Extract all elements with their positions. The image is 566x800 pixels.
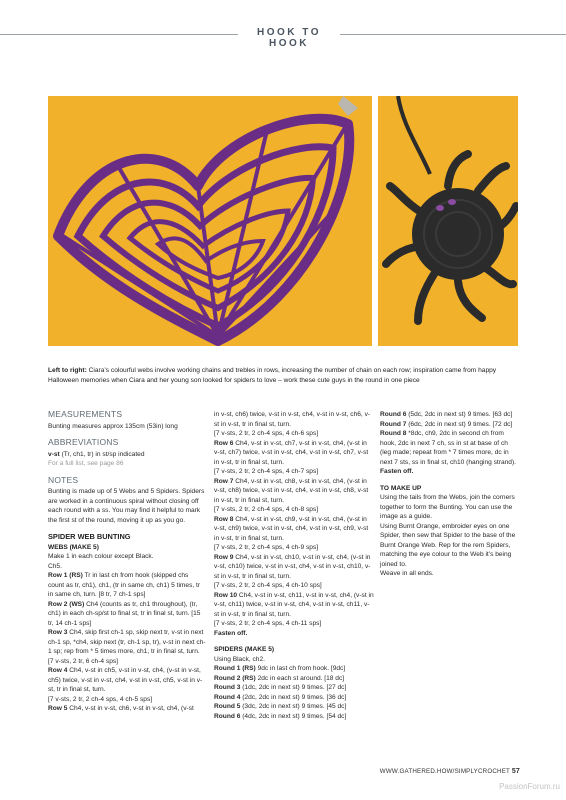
- round-label: Round 5: [214, 703, 241, 710]
- make-up-text-2: Using Burnt Orange, embroider eyes on one Spider, then sew that Spider to the base of the Burnt Orange Web. Rep for the rem Spiders, matching the eye colour to the Web it’s being joined to.: [380, 522, 516, 568]
- measurements-text: Bunting measures approx 135cm (53in) long: [48, 422, 178, 430]
- row-5: [48, 704, 206, 714]
- row-5-count: [7 v-sts, 2 tr, 2 ch-4 sps, 4 ch-6 sps]: [214, 430, 319, 437]
- row-label: Row 4: [48, 667, 68, 674]
- round-text: (6dc, 2dc in next st) 9 times. [72 dc]: [406, 420, 513, 428]
- round-label: Round 6: [214, 712, 241, 720]
- spider-photo: [378, 96, 518, 346]
- row-text: Ch4, skip first ch-1 sp, skip next tr, v-st in next ch-1 sp, *ch4, skip next (tr, ch-1 sp, tr), v-st in next ch-1 sp; rep from * 5 times more, ch1, tr in final st, turn. [7 v-sts, 2 tr, 6 ch-4 sps]: [48, 629, 206, 665]
- row-text: Ch4, v-st in v-st, ch8, v-st in v-st, ch4, (v-st in v-st, ch8) twice, v-st in v-st, ch4, v-st in v-st, ch8, v-st in v-st, tr in final st, turn.: [214, 477, 369, 504]
- spider-illustration: [378, 96, 518, 346]
- row-label: Row 6: [214, 439, 234, 447]
- column-2: [214, 410, 374, 721]
- round-5: [214, 702, 374, 712]
- row-text: Tr in last ch from hook (skipped chs count as tr, ch1), ch1, (tr in same ch, ch1) 5 times, tr in same ch, turn. [8 tr, 7 ch-1 sps]: [48, 572, 201, 598]
- row-7-count: [7 v-sts, 2 tr, 2 ch-4 sps, 4 ch-8 sps]: [214, 506, 319, 513]
- page-number: 57: [511, 768, 520, 775]
- row-label: Row 3: [48, 629, 68, 636]
- round-label: Round 8: [380, 430, 407, 437]
- caption-lead: Left to right:: [48, 367, 87, 374]
- row-label: Row 5: [48, 705, 68, 712]
- row-8-count: [7 v-sts, 2 tr, 2 ch-4 sps, 4 ch-9 sps]: [214, 544, 319, 551]
- round-text: (2dc, 2dc in next st) 9 times. [36 dc]: [240, 693, 347, 701]
- page-footer: [380, 768, 520, 775]
- round-text: (1dc, 2dc in next st) 9 times. [27 dc]: [240, 684, 347, 691]
- fasten-off: Fasten off.: [214, 629, 248, 637]
- make-up-text-3: Weave in all ends.: [380, 570, 434, 577]
- row-4: [48, 666, 206, 695]
- row-10-count: [7 v-sts, 2 tr, 2 ch-4 sps, 4 ch-11 sps]: [214, 620, 322, 627]
- notes-heading: NOTES: [48, 474, 79, 485]
- row-8: [214, 515, 374, 544]
- row-text: Ch4 (counts as tr, ch1 throughout), (tr, ch1) in each ch-sp/st to final st, tr in final st, turn. [15 tr, 14 ch-1 sps]: [48, 600, 201, 627]
- round-text: (5dc, 2dc in next st) 9 times. [63 dc]: [406, 411, 513, 418]
- round-6b: [380, 410, 520, 420]
- abbreviation-def: (Tr, ch1, tr) in st/sp indicated: [59, 450, 145, 458]
- row-label: Row 9: [214, 553, 234, 561]
- row-label: Row 8: [214, 515, 234, 523]
- round-text: 9dc in last ch from hook. [9dc]: [255, 665, 346, 672]
- round-label: Round 7: [380, 420, 407, 428]
- row-1: [48, 571, 206, 600]
- row-text: Ch4, v-st in v-st, ch10, v-st in v-st, ch4, (v-st in v-st, ch10) twice, v-st in v-st, ch4, v-st in v-st, ch10, v-st in v-st, tr in final st, turn.: [214, 553, 371, 580]
- row-4-count: [7 v-sts, 2 tr, 2 ch-4 sps, 4 ch-5 sps]: [48, 695, 153, 703]
- round-text: *8dc, ch9, 2dc in second ch from hook, 2dc in next 7 ch, ss in st at base of ch (leg made; repeat from * 7 times more, dc in next 7 sts, ss in final st, ch10 (hanging strand).: [380, 430, 516, 466]
- row-label: Row 7: [214, 477, 234, 485]
- round-text: 2dc in each st around. [18 dc]: [255, 674, 345, 682]
- round-1: [214, 664, 374, 674]
- row-6-count: [7 v-sts, 2 tr, 2 ch-4 sps, 4 ch-7 sps]: [214, 468, 319, 475]
- row-label: Row 10: [214, 591, 238, 599]
- header-rule-right: [340, 34, 566, 35]
- webs-heading: WEBS (MAKE 5): [48, 543, 99, 551]
- watermark: PassionForum.ru: [499, 782, 560, 791]
- bunting-heading: SPIDER WEB BUNTING: [48, 532, 131, 541]
- row-text: Ch4, v-st in v-st, ch7, v-st in v-st, ch4, (v-st in v-st, ch7) twice, v-st in v-st, ch4, v-st in v-st, ch7, v-st in v-st, tr in final st, turn.: [214, 439, 369, 466]
- round-text: (3dc, 2dc in next st) 9 times. [45 dc]: [240, 703, 347, 710]
- round-4: [214, 693, 374, 703]
- spiders-intro: Using Black, ch2.: [214, 655, 265, 663]
- round-3: [214, 683, 374, 693]
- web-illustration: [48, 96, 372, 346]
- round-label: Round 6: [380, 411, 407, 418]
- photo-caption: [48, 366, 520, 385]
- round-8: [380, 429, 520, 467]
- notes-text: Bunting is made up of 5 Webs and 5 Spiders. Spiders are worked in a continuous spiral without closing off each round with a ss. You may find it helpful to mark the first st of the round, moving it up as you go.: [48, 488, 205, 524]
- round-6: [214, 712, 374, 722]
- column-1: [48, 410, 206, 714]
- row-3: [48, 628, 206, 666]
- caption-text: Ciara’s colourful webs involve working chains and trebles in rows, increasing the number of chain on each row; inspiration came from happy Halloween memories when Ciara and her young son looked for spiders to love – work these cute guys in the round in one piece: [48, 367, 497, 384]
- measurements-heading: MEASUREMENTS: [48, 409, 123, 419]
- round-label: Round 3: [214, 684, 241, 691]
- row-label: Row 1 (RS): [48, 572, 83, 579]
- web-photo: [48, 96, 372, 346]
- webs-intro-1: Make 1 in each colour except Black.: [48, 553, 154, 560]
- column-3: [380, 410, 520, 579]
- webs-intro-2: Ch5.: [48, 562, 62, 570]
- row-9-count: [7 v-sts, 2 tr, 2 ch-4 sps, 4 ch-10 sps]: [214, 582, 322, 589]
- row-6: [214, 439, 374, 468]
- abbreviations-heading: ABBREVIATIONS: [48, 437, 119, 447]
- round-label: Round 1 (RS): [214, 665, 256, 672]
- row-10: [214, 591, 374, 620]
- row-5-continued: in v-st, ch6) twice, v-st in v-st, ch4, v-st in v-st, ch6, v-st in v-st, tr in final st, turn.: [214, 411, 371, 428]
- row-label: Row 2 (WS): [48, 600, 85, 608]
- footer-url: WWW.GATHERED.HOW/SIMPLYCROCHET: [379, 768, 510, 775]
- round-7: [380, 420, 520, 430]
- row-text: Ch4, v-st in ch5, v-st in v-st, ch4, (v-st in v-st, ch5) twice, v-st in v-st, ch4, v-st in v-st, ch5, v-st in v-st, tr in final st, turn.: [48, 667, 203, 693]
- header-rule-left: [0, 34, 238, 35]
- make-up-heading: TO MAKE UP: [380, 484, 422, 492]
- row-text: Ch4, v-st in v-st, ch11, v-st in v-st, ch4, (v-st in v-st, ch11) twice, v-st in v-st, ch4, v-st in v-st, ch11, v-st in v-st, tr in final st, turn.: [214, 591, 374, 618]
- section-title: HOOK TO HOOK: [257, 27, 321, 49]
- row-text: Ch4, v-st in v-st, ch9, v-st in v-st, ch4, (v-st in v-st, ch9) twice, v-st in v-st, ch4, v-st in v-st, ch9, v-st in v-st, tr in final st, turn.: [214, 515, 369, 542]
- round-text: (4dc, 2dc in next st) 9 times. [54 dc]: [240, 712, 347, 720]
- round-label: Round 4: [214, 693, 241, 701]
- row-7: [214, 477, 374, 506]
- row-9: [214, 553, 374, 582]
- fasten-off: Fasten off.: [380, 468, 414, 475]
- round-2: [214, 674, 374, 684]
- make-up-text-1: Using the tails from the Webs, join the corners together to form the Bunting. You can use the image as a guide.: [380, 494, 515, 520]
- spiders-heading: SPIDERS (MAKE 5): [214, 646, 275, 653]
- abbreviation-term: v-st: [48, 450, 60, 458]
- row-2: [48, 600, 206, 629]
- page-header: [0, 24, 566, 49]
- row-text: Ch4, v-st in v-st, ch6, v-st in v-st, ch4, (v-st: [67, 705, 194, 712]
- round-label: Round 2 (RS): [214, 674, 256, 682]
- abbreviation-reference: For a full list, see page 86: [48, 460, 124, 467]
- abbreviation-entry: [48, 450, 206, 460]
